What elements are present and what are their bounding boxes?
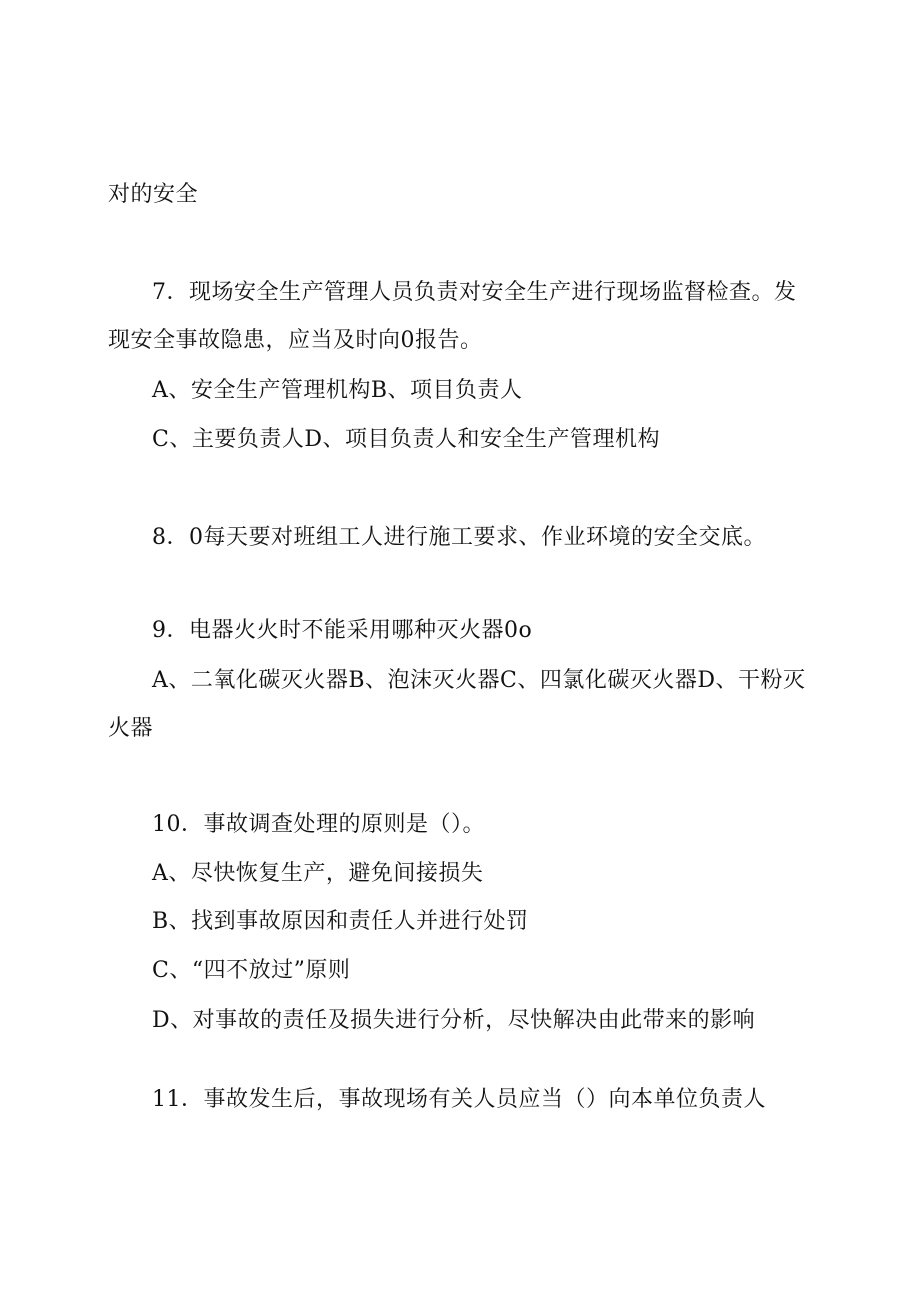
question-8: 8．0每天要对班组工人进行施工要求、作业环境的安全交底。 xyxy=(152,525,766,550)
question-9: 9．电器火火时不能采用哪种灭火器0o xyxy=(152,618,533,643)
question-10-option-b: B、找到事故原因和责任人并进行处罚 xyxy=(152,909,529,934)
text-line-continuation: 对的安全 xyxy=(108,182,199,207)
question-7-continued: 现安全事故隐患，应当及时向0报告。 xyxy=(108,328,483,353)
question-7: 7．现场安全生产管理人员负责对安全生产进行现场监督检查。发 xyxy=(152,280,797,305)
question-11: 11．事故发生后，事故现场有关人员应当（）向本单位负责人 xyxy=(152,1087,766,1112)
question-9-options-continued: 火器 xyxy=(108,716,154,741)
question-9-options: A、二氧化碳灭火器B、泡沫灭火器C、四氯化碳灭火器D、干粉灭 xyxy=(152,668,806,693)
question-10-option-a: A、尽快恢复生产，避免间接损失 xyxy=(152,861,484,886)
question-10: 10．事故调查处理的原则是（）。 xyxy=(152,812,485,837)
question-10-option-c: C、“四不放过”原则 xyxy=(152,958,351,983)
question-7-options-cd: C、主要负责人D、项目负责人和安全生产管理机构 xyxy=(152,427,660,452)
question-7-options-ab: A、安全生产管理机构B、项目负责人 xyxy=(152,378,523,403)
question-10-option-d: D、对事故的责任及损失进行分析，尽快解决由此带来的影响 xyxy=(152,1008,756,1033)
